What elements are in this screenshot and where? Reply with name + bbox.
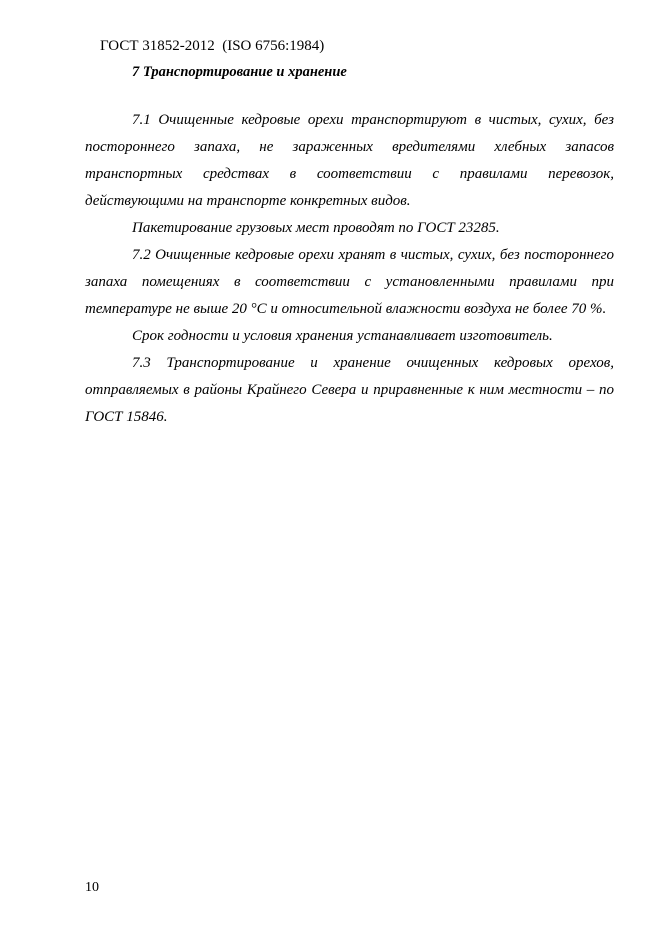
paragraph-packaging: Пакетирование грузовых мест проводят по ГОСТ 23285. [132, 220, 500, 236]
paragraph-shelf-life: Срок годности и условия хранения устанавливает изготовитель. [132, 328, 553, 344]
paragraph-7-3: 7.3 Транспортирование и хранение очищенных кедровых орехов, отправляемых в районы Крайнего Севера и приравненные к ним местности – по ГОСТ 15846. [85, 355, 614, 425]
paragraph-7-2: 7.2 Очищенные кедровые орехи хранят в чистых, сухих, без постороннего запаха помещениях в соответствии с установленными правилами при температуре не выше 20 °С и относительной влажности воздуха не более 70 %. [85, 247, 614, 317]
paragraph-7-1: 7.1 Очищенные кедровые орехи транспортируют в чистых, сухих, без постороннего запаха, не зараженных вредителями хлебных запасов транспортных средствах в соответствии с правилами перевозок, действующими на транспорте конкретных видов. [85, 112, 614, 209]
running-header: ГОСТ 31852-2012 (ISO 6756:1984) [100, 38, 325, 54]
section-body [85, 107, 614, 431]
page-number: 10 [85, 880, 99, 895]
section-heading: 7 Транспортирование и хранение [132, 64, 347, 80]
